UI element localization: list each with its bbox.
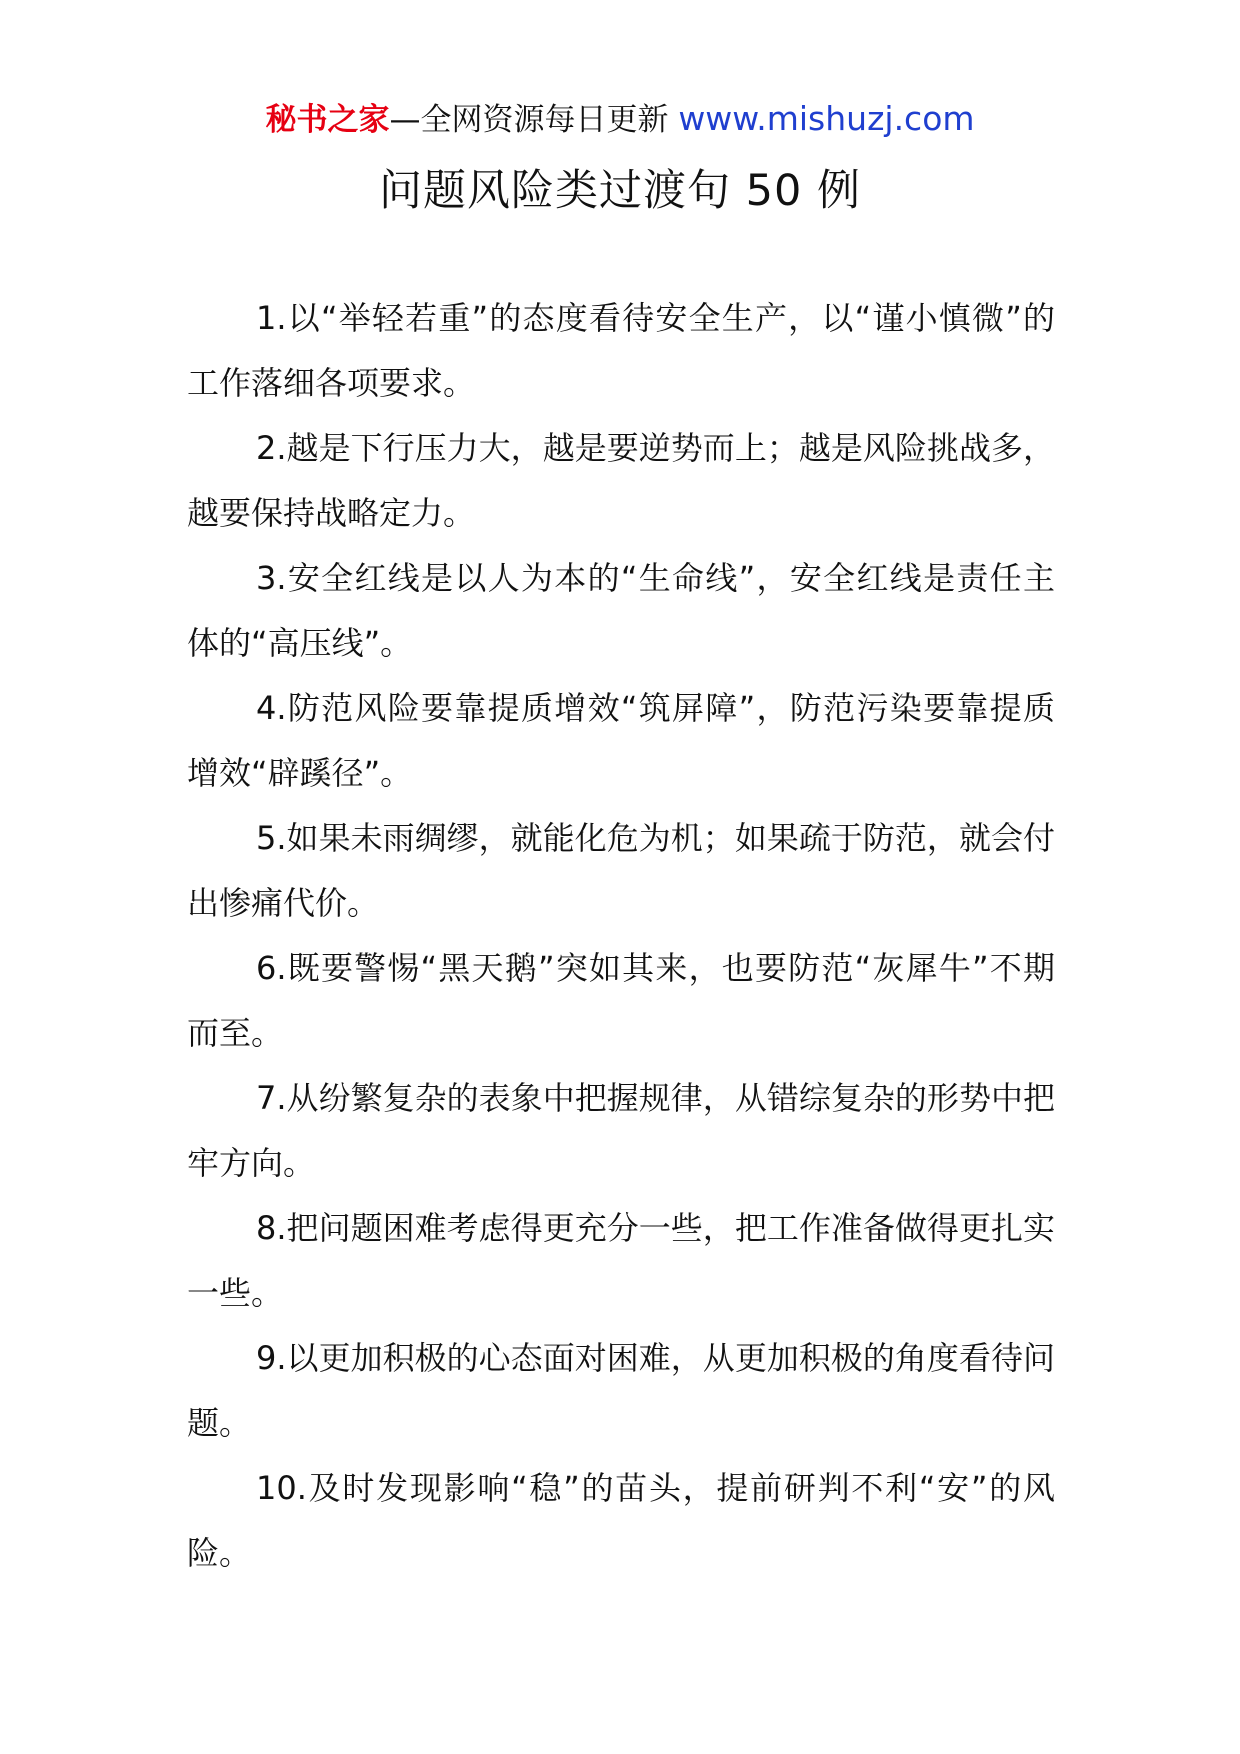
paragraph-9: 9.以更加积极的心态面对困难，从更加积极的角度看待问题。: [187, 1339, 1055, 1442]
document-title: 问题风险类过渡句 50 例: [378, 166, 862, 216]
paragraph-1: 1.以“举轻若重”的态度看待安全生产，以“谨小慎微”的工作落细各项要求。: [187, 299, 1055, 402]
paragraph-6: 6.既要警惕“黑天鹅”突如其来，也要防范“灰犀牛”不期而至。: [187, 949, 1055, 1052]
paragraph-5: 5.如果未雨绸缪，就能化危为机；如果疏于防范，就会付出惨痛代价。: [187, 819, 1055, 922]
document-body: [187, 286, 1055, 1586]
paragraph-10: 10.及时发现影响“稳”的苗头，提前研判不利“安”的风险。: [187, 1469, 1055, 1572]
site-url-link[interactable]: www.mishuzj.com: [678, 99, 975, 138]
paragraph-2: 2.越是下行压力大，越是要逆势而上；越是风险挑战多，越要保持战略定力。: [187, 429, 1055, 532]
site-header: [0, 98, 1240, 141]
brand-name: 秘书之家: [265, 102, 390, 138]
paragraph-7: 7.从纷繁复杂的表象中把握规律，从错综复杂的形势中把牢方向。: [187, 1079, 1055, 1182]
paragraph-3: 3.安全红线是以人为本的“生命线”，安全红线是责任主体的“高压线”。: [187, 559, 1055, 662]
paragraph-8: 8.把问题困难考虑得更充分一些，把工作准备做得更扎实一些。: [187, 1209, 1055, 1312]
paragraph-4: 4.防范风险要靠提质增效“筑屏障”，防范污染要靠提质增效“辟蹊径”。: [187, 689, 1055, 792]
header-tagline: —全网资源每日更新: [389, 102, 669, 138]
